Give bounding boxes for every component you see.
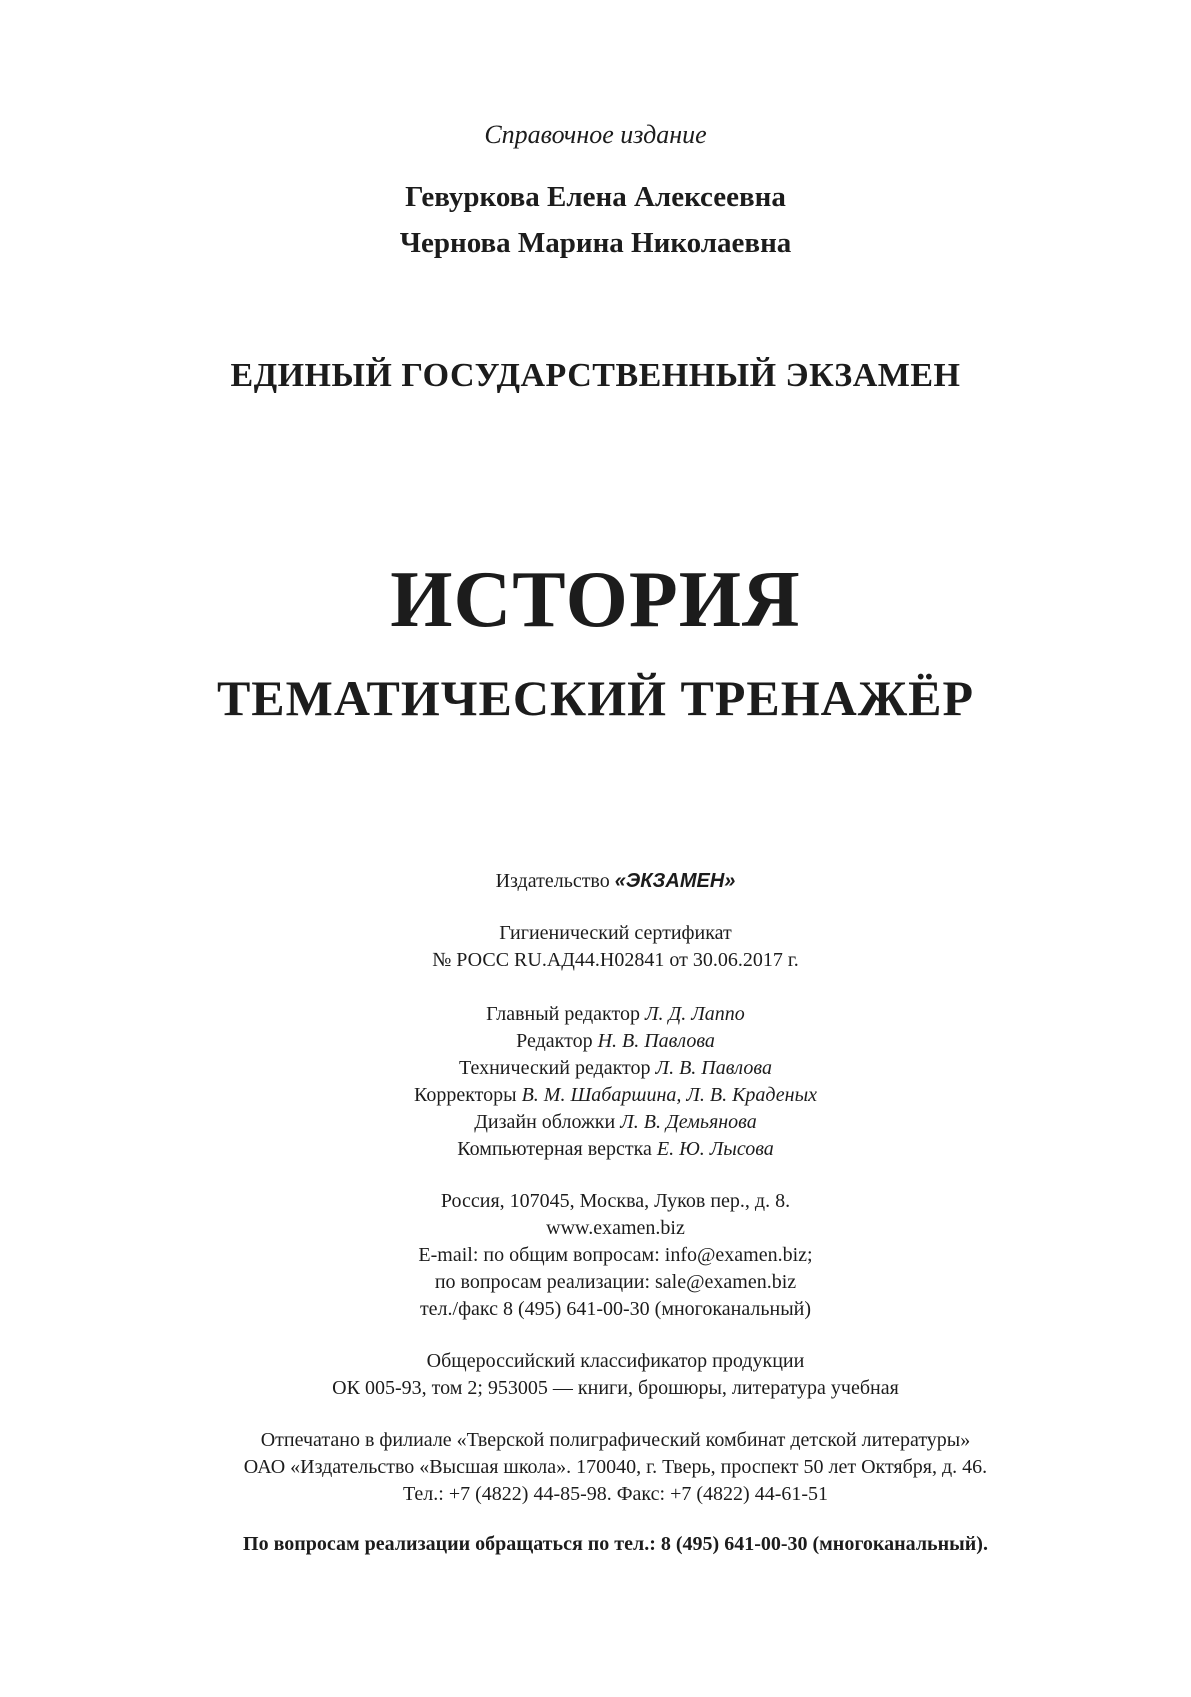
printing-line-3: Тел.: +7 (4822) 44-85-98. Факс: +7 (4822) 44-61-51 — [402, 1483, 829, 1505]
credit-person: Л. Д. Лаппо — [644, 1003, 745, 1025]
email-general[interactable]: E-mail: по общим вопросам: info@examen.biz; — [418, 1244, 813, 1266]
credit-line — [20, 1136, 1191, 1163]
publisher-name: «ЭКЗАМЕН» — [614, 870, 736, 892]
credit-role: Корректоры — [413, 1084, 517, 1106]
author-2: Чернова Марина Николаевна — [399, 227, 792, 259]
exam-title: ЕДИНЫЙ ГОСУДАРСТВЕННЫЙ ЭКЗАМЕН — [230, 357, 961, 394]
credit-person: В. М. Шабаршина, Л. В. Краденых — [521, 1084, 818, 1106]
credit-role: Компьютерная верстка — [457, 1138, 652, 1160]
author-1: Гевуркова Елена Алексеевна — [405, 181, 786, 213]
printing-line-2: ОАО «Издательство «Высшая школа». 170040, г. Тверь, проспект 50 лет Октября, д. 46. — [243, 1456, 988, 1478]
credit-person: Л. В. Павлова — [655, 1057, 772, 1079]
credit-role: Главный редактор — [486, 1003, 640, 1025]
website-link[interactable]: www.examen.biz — [546, 1217, 685, 1239]
credit-role: Редактор — [516, 1030, 593, 1052]
credit-line — [20, 1082, 1191, 1109]
edition-type: Справочное издание — [484, 120, 707, 149]
sales-note: По вопросам реализации обращаться по тел.: 8 (495) 641-00-30 (многоканальный). — [243, 1533, 988, 1555]
subject-title: ИСТОРИЯ — [390, 556, 801, 644]
credit-line — [20, 1001, 1191, 1028]
credit-role: Дизайн обложки — [474, 1111, 616, 1133]
credit-role: Технический редактор — [459, 1057, 651, 1079]
credit-person: Е. Ю. Лысова — [656, 1138, 774, 1160]
email-sales[interactable]: по вопросам реализации: sale@examen.biz — [434, 1271, 797, 1293]
certificate-title: Гигиенический сертификат — [499, 922, 732, 944]
classifier-code: ОК 005-93, том 2; 953005 — книги, брошюры, литература учебная — [332, 1377, 899, 1399]
certificate-number: № РОСС RU.АД44.Н02841 от 30.06.2017 г. — [432, 949, 799, 971]
classifier-title: Общероссийский классификатор продукции — [426, 1350, 805, 1372]
credit-person: Л. В. Демьянова — [620, 1111, 757, 1133]
credit-line — [20, 1109, 1191, 1136]
phone: тел./факс 8 (495) 641-00-30 (многоканальный) — [419, 1298, 812, 1320]
publisher-line — [20, 868, 1191, 895]
address: Россия, 107045, Москва, Луков пер., д. 8. — [440, 1190, 791, 1212]
printing-line-1: Отпечатано в филиале «Тверской полиграфический комбинат детской литературы» — [260, 1429, 971, 1451]
credit-line — [20, 1028, 1191, 1055]
credit-person: Н. В. Павлова — [597, 1030, 715, 1052]
subtitle: ТЕМАТИЧЕСКИЙ ТРЕНАЖЁР — [216, 670, 975, 726]
publisher-label: Издательство — [495, 870, 610, 892]
credit-line — [20, 1055, 1191, 1082]
